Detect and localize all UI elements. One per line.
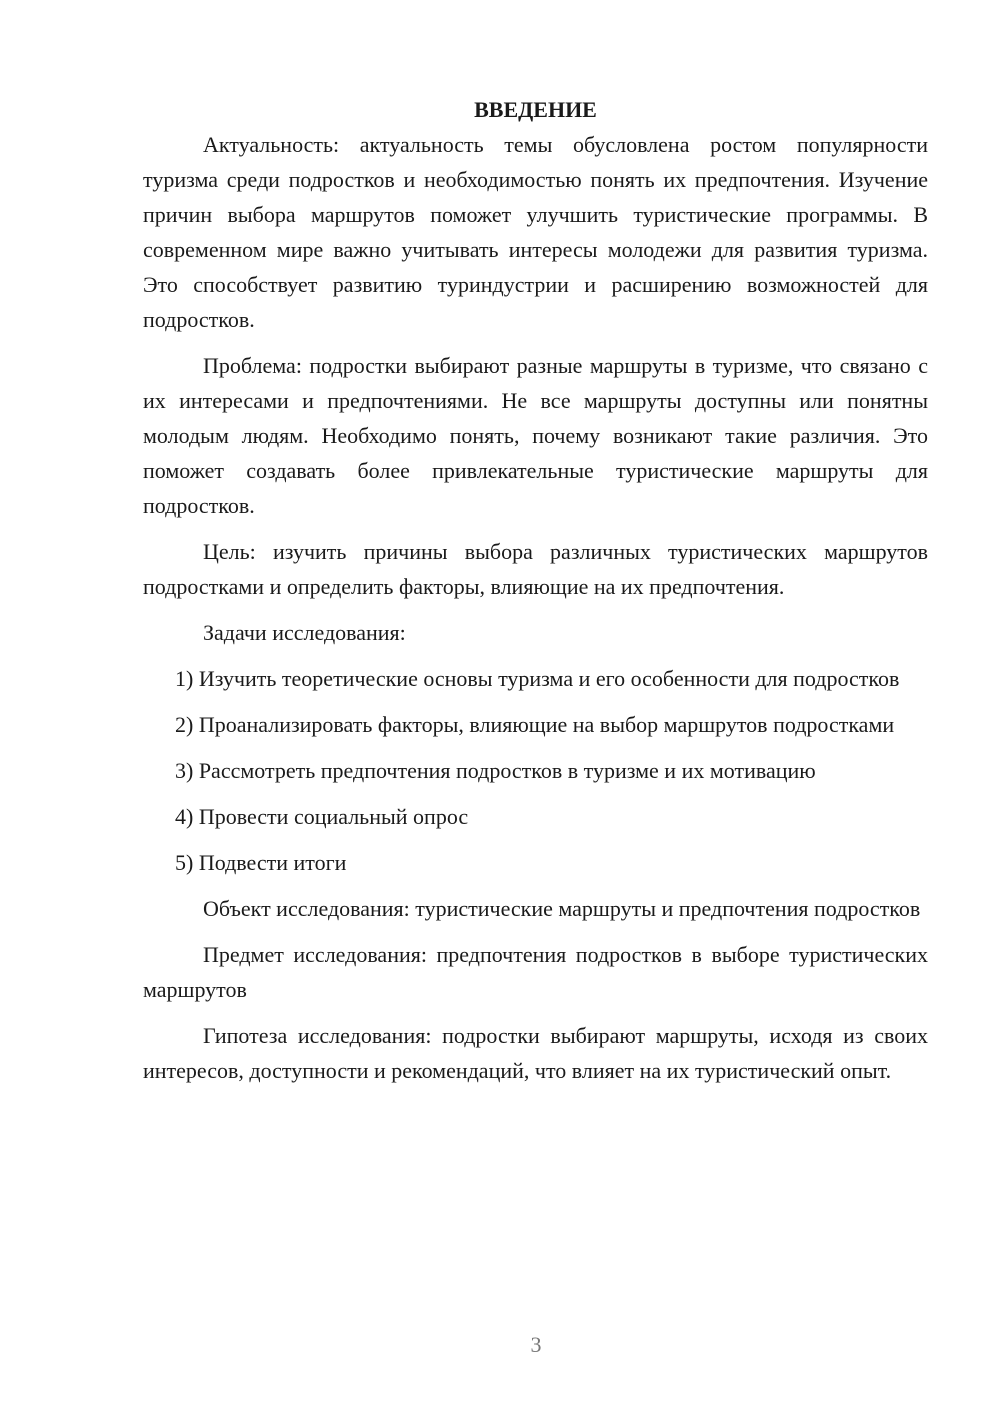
tasks-heading: Задачи исследования:: [203, 620, 406, 645]
task-item-4: 4) Провести социальный опрос: [175, 804, 469, 829]
goal-paragraph: Цель: изучить причины выбора различных туристических маршрутов подростками и определить факторы, влияющие на их предпочтения.: [143, 539, 928, 599]
task-item-2: 2) Проанализировать факторы, влияющие на выбор маршрутов подростками: [175, 712, 895, 737]
hypothesis-paragraph: Гипотеза исследования: подростки выбирают маршруты, исходя из своих интересов, доступности и рекомендаций, что влияет на их туристический опыт.: [143, 1023, 928, 1083]
task-item-5: 5) Подвести итоги: [175, 850, 347, 875]
page-body: [143, 92, 928, 1099]
task-item-1: 1) Изучить теоретические основы туризма и его особенности для подростков: [175, 666, 900, 691]
task-item-3: 3) Рассмотреть предпочтения подростков в туризме и их мотивацию: [175, 758, 816, 783]
page-number: 3: [530, 1332, 542, 1357]
object-paragraph: Объект исследования: туристические маршруты и предпочтения подростков: [203, 896, 921, 921]
subject-paragraph: Предмет исследования: предпочтения подростков в выборе туристических маршрутов: [143, 942, 928, 1002]
problem-paragraph: Проблема: подростки выбирают разные маршруты в туризме, что связано с их интересами и предпочтениями. Не все маршруты доступны или понятны молодым людям. Необходимо понять, почему возникают такие различия. Это поможет создавать более привлекательные туристические маршруты для подростков.: [143, 353, 928, 518]
page-title: ВВЕДЕНИЕ: [474, 97, 597, 122]
relevance-paragraph: Актуальность: актуальность темы обусловлена ростом популярности туризма среди подростков и необходимостью понять их предпочтения. Изучение причин выбора маршрутов поможет улучшить туристические программы. В современном мире важно учитывать интересы молодежи для развития туризма. Это способствует развитию туриндустрии и расширению возможностей для подростков.: [143, 132, 928, 332]
